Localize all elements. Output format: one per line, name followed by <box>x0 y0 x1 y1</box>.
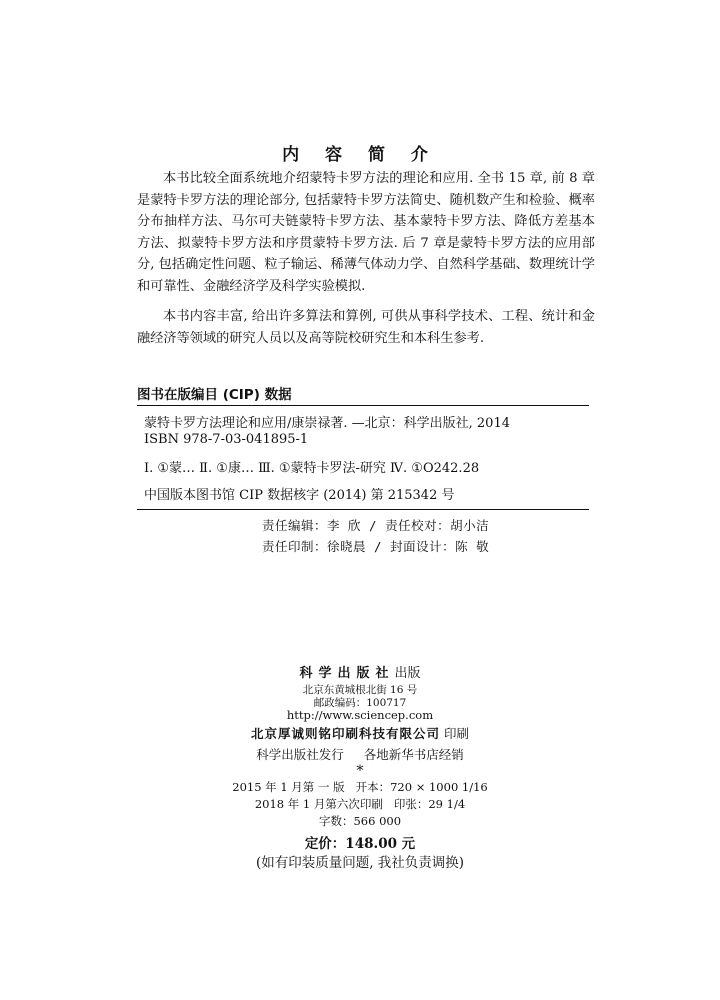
separator-star: * <box>356 763 364 779</box>
cip-top-rule <box>137 405 589 406</box>
page-title: 内 容 简 介 <box>282 145 438 165</box>
printer-line <box>0 724 720 742</box>
publisher-address: 北京东黄城根北街 16 号 <box>302 684 418 696</box>
printer-name: 北京厚诚则铭印刷科技有限公司 <box>250 726 440 741</box>
cip-title-line: 蒙特卡罗方法理论和应用/康崇禄著. —北京：科学出版社, 2014 <box>144 416 510 431</box>
publisher-name: 科学出版社 <box>299 666 395 681</box>
price: 定价：148.00 元 <box>304 836 416 852</box>
sheets: 印张：29 1/4 <box>393 797 466 811</box>
intro-paragraph-2: 本书内容丰富, 给出许多算法和算例, 可供从事科学技术、工程、统计和金融经济等领域的研究人员以及高等院校研究生和本科生参考. <box>137 309 595 346</box>
book-format: 开本：720 × 1000 1/16 <box>355 780 488 794</box>
printer-suffix: 印刷 <box>443 726 469 741</box>
quality-notice: (如有印装质量问题, 我社负责调换) <box>255 855 465 871</box>
cip-number-line: 中国版本图书馆 CIP 数据核字 (2014) 第 215342 号 <box>144 488 455 503</box>
distributor: 科学出版社发行 <box>256 747 344 762</box>
cip-heading: 图书在版编目 (CIP) 数据 <box>137 387 292 403</box>
printing: 2018 年 1 月第六次印刷 <box>254 797 383 811</box>
publisher-line <box>0 662 720 681</box>
cip-bottom-rule <box>137 509 589 510</box>
publisher-url: http://www.sciencep.com <box>286 708 434 722</box>
cip-classification-line: Ⅰ. ①蒙… Ⅱ. ①康… Ⅲ. ①蒙特卡罗法-研究 Ⅳ. ①O242.28 <box>144 461 480 476</box>
word-count: 字数：566 000 <box>318 814 402 828</box>
credit-production: 责任印制：徐晓晨 / 封面设计：陈 敬 <box>262 539 490 554</box>
publisher-suffix: 出版 <box>394 666 421 681</box>
intro-paragraph-1: 本书比较全面系统地介绍蒙特卡罗方法的理论和应用. 全书 15 章, 前 8 章是蒙特卡罗方法的理论部分, 包括蒙特卡罗方法简史、随机数产生和检验、概率分布抽样方法、马尔可夫链蒙特卡罗方法、基本蒙特卡罗方法、降低方差基本方法、拟蒙特卡罗方法和序贯蒙特卡罗方法. 后 7 章是蒙特卡罗方法的应用部分, 包括确定性问题、粒子输运、稀薄气体动力学、自然科学基础、数理统计学和可靠性、金融经济学及科学实验模拟. <box>137 171 595 294</box>
publisher-postcode: 邮政编码：100717 <box>313 697 407 709</box>
cip-isbn-line: ISBN 978-7-03-041895-1 <box>144 432 309 447</box>
edition-line <box>0 779 720 795</box>
distribution-line <box>0 745 720 763</box>
printing-line <box>0 796 720 812</box>
first-edition: 2015 年 1 月第 一 版 <box>232 780 345 794</box>
retailers: 各地新华书店经销 <box>363 747 464 762</box>
credit-editors: 责任编辑：李 欣 / 责任校对：胡小洁 <box>262 518 490 533</box>
